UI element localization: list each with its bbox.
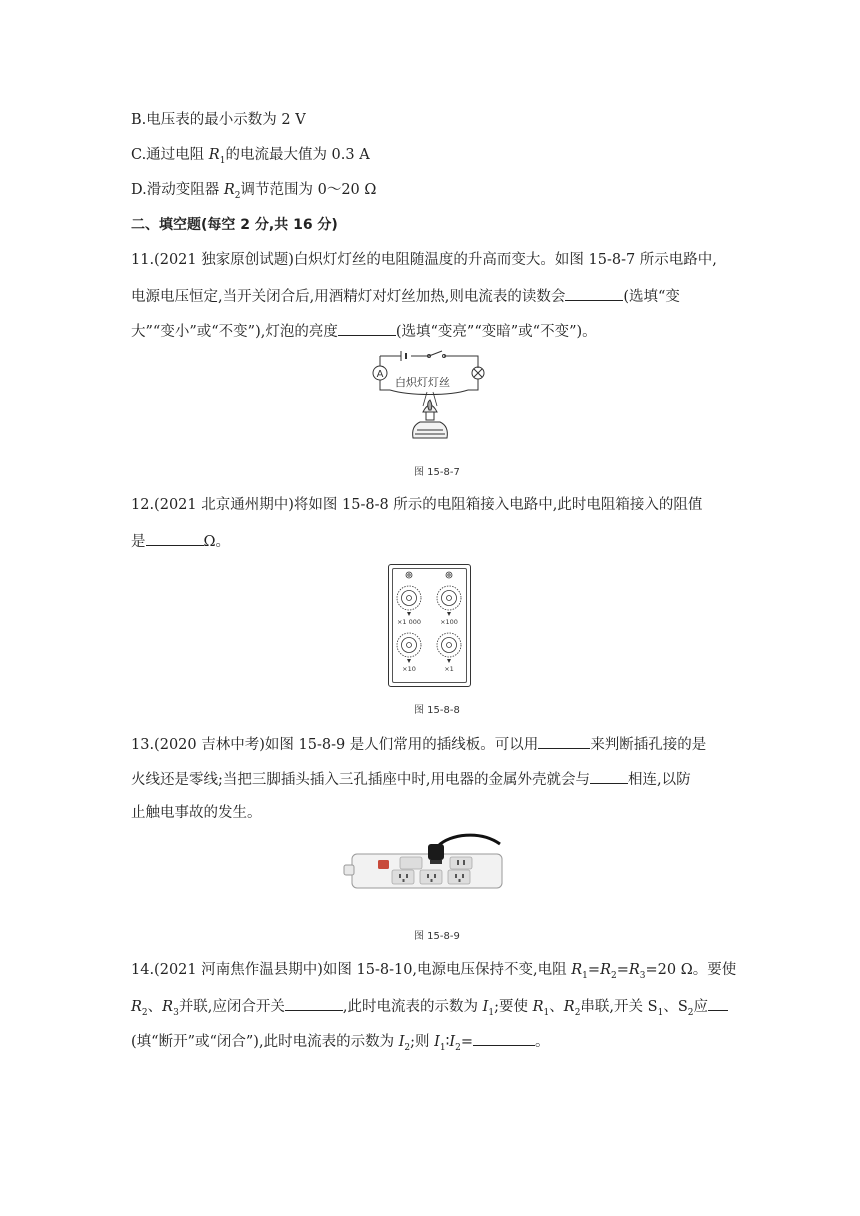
option-c: C.通过电阻 $R_1$的电流最大值为 0.3 A xyxy=(131,147,370,166)
option-d: D.滑动变阻器 $R_2$调节范围为 0～20 Ω xyxy=(131,182,377,201)
answer-blank[interactable] xyxy=(565,285,623,301)
answer-blank[interactable] xyxy=(590,768,628,784)
ammeter-label: A xyxy=(376,369,384,380)
figure-caption: 图 15-8-9 xyxy=(414,931,460,942)
answer-blank[interactable] xyxy=(473,1030,535,1046)
dial-label: ×10 xyxy=(402,665,416,673)
resistance-box-dials xyxy=(389,565,469,685)
circuit-figure-15-8-7 xyxy=(365,348,495,443)
answer-blank[interactable] xyxy=(146,530,204,546)
answer-blank[interactable] xyxy=(285,995,343,1011)
section-heading: 二、填空题(每空 2 分,共 16 分) xyxy=(131,217,338,233)
plug-icon xyxy=(428,844,444,860)
q14-line-3: (填“断开”或“闭合”),此时电流表的示数为 $I_2$;则 $I_1∶I_2=$ 。 xyxy=(131,1030,550,1058)
q11-line-3: 大”“变小”或“不变”),灯泡的亮度 (选填“变亮”“变暗”或“不变”)。 xyxy=(131,320,597,342)
power-strip-figure xyxy=(340,832,508,892)
q14-line-1: 14.(2021 河南焦作温县期中)如图 15-8-10,电源电压保持不变,电阻 $R_1=R_2=R_3=20$ Ω。要使 xyxy=(131,962,737,981)
resistance-box-figure xyxy=(388,564,471,687)
dial-label: ×1 000 xyxy=(396,618,422,626)
answer-blank[interactable] xyxy=(538,733,590,749)
option-b: B.电压表的最小示数为 2 V xyxy=(131,112,306,128)
q13-line-2: 火线还是零线;当把三脚插头插入三孔插座中时,用电器的金属外壳就会与 相连,以防 xyxy=(131,768,691,790)
figure-caption: 图 15-8-8 xyxy=(414,705,460,716)
q13-line-1: 13.(2020 吉林中考)如图 15-8-9 是人们常用的插线板。可以用 来判断插孔接的是 xyxy=(131,733,706,755)
filament-label: 白炽灯灯丝 xyxy=(395,376,450,389)
answer-blank[interactable] xyxy=(708,995,728,1011)
q13-line-3: 止触电事故的发生。 xyxy=(131,805,262,821)
power-switch xyxy=(378,860,389,869)
dial-label: ×100 xyxy=(440,618,458,626)
q14-line-2: $R_2$、$R_3$并联,应闭合开关 ,此时电流表的示数为 $I_1$;要使 $R_1$、$R_2$串联,开关 $S_1$、$S_2$应 xyxy=(131,995,728,1023)
q11-line-1: 11.(2021 独家原创试题)白炽灯灯丝的电阻随温度的升高而变大。如图 15-8-7 所示电路中, xyxy=(131,252,717,268)
q12-line-2: 是 Ω。 xyxy=(131,530,230,552)
q12-line-1: 12.(2021 北京通州期中)将如图 15-8-8 所示的电阻箱接入电路中,此时电阻箱接入的阻值 xyxy=(131,497,703,513)
q11-line-2: 电源电压恒定,当开关闭合后,用酒精灯对灯丝加热,则电流表的读数会 (选填“变 xyxy=(131,285,680,307)
dial-label: ×1 xyxy=(444,665,454,673)
figure-caption: 图 15-8-7 xyxy=(414,467,460,478)
answer-blank[interactable] xyxy=(338,320,396,336)
